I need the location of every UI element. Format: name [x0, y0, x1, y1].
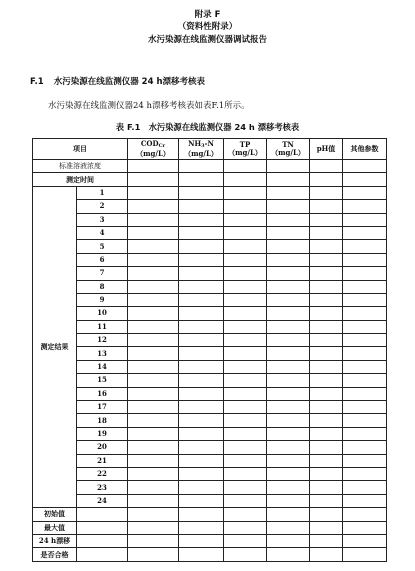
- table-caption: 表 F.1 水污染源在线监测仪器 24 h 漂移考核表: [115, 122, 300, 132]
- hour-row: [33, 267, 387, 280]
- data-cell: [179, 521, 224, 534]
- hour-number: 10: [77, 307, 128, 320]
- data-cell: [310, 253, 343, 266]
- data-cell: [224, 494, 267, 507]
- data-cell: [310, 186, 343, 199]
- hour-row: [33, 334, 387, 347]
- data-cell: [343, 307, 387, 320]
- data-cell: [267, 213, 310, 226]
- std-conc-label: 标准溶液浓度: [33, 160, 128, 173]
- data-cell: [179, 427, 224, 440]
- data-cell: [128, 267, 179, 280]
- std-conc-row: [33, 160, 387, 173]
- data-cell: [310, 160, 343, 173]
- data-cell: [179, 200, 224, 213]
- data-cell: [224, 521, 267, 534]
- hour-number: 18: [77, 414, 128, 427]
- data-cell: [224, 160, 267, 173]
- hour-row: [33, 454, 387, 467]
- data-cell: [343, 494, 387, 507]
- header-tp: [224, 139, 267, 160]
- header-nh3n-suffix: -N: [204, 139, 214, 148]
- data-cell: [128, 521, 179, 534]
- data-cell: [179, 414, 224, 427]
- data-cell: [224, 427, 267, 440]
- data-cell: [224, 387, 267, 400]
- data-cell: [224, 334, 267, 347]
- data-cell: [343, 186, 387, 199]
- data-cell: [267, 454, 310, 467]
- data-cell: [224, 454, 267, 467]
- data-cell: [128, 481, 179, 494]
- data-cell: [343, 548, 387, 561]
- data-cell: [310, 467, 343, 480]
- header-cod-unit: （mg/L）: [136, 149, 170, 158]
- data-cell: [224, 508, 267, 521]
- data-cell: [310, 494, 343, 507]
- result-label: 测定结果: [33, 186, 77, 507]
- header-item: 项目: [33, 139, 128, 160]
- data-cell: [267, 360, 310, 373]
- test-time-label: 测定时间: [33, 173, 128, 186]
- data-cell: [343, 360, 387, 373]
- data-cell: [179, 240, 224, 253]
- header-nh3n-sub: 3: [201, 143, 205, 149]
- data-cell: [128, 213, 179, 226]
- data-cell: [128, 534, 179, 547]
- data-cell: [343, 387, 387, 400]
- data-cell: [310, 200, 343, 213]
- data-cell: [128, 173, 179, 186]
- data-cell: [179, 494, 224, 507]
- data-cell: [310, 240, 343, 253]
- hour-row: [33, 360, 387, 373]
- drift-label: 24 h漂移: [33, 534, 77, 547]
- hour-row: [33, 240, 387, 253]
- data-cell: [310, 293, 343, 306]
- data-cell: [179, 347, 224, 360]
- hour-number: 7: [77, 267, 128, 280]
- data-cell: [343, 213, 387, 226]
- data-cell: [179, 267, 224, 280]
- hour-number: 9: [77, 293, 128, 306]
- data-cell: [128, 414, 179, 427]
- data-cell: [310, 427, 343, 440]
- data-cell: [343, 200, 387, 213]
- data-cell: [224, 280, 267, 293]
- data-cell: [224, 293, 267, 306]
- data-cell: [343, 521, 387, 534]
- hour-number: 11: [77, 320, 128, 333]
- test-time-row: [33, 173, 387, 186]
- max-label: 最大值: [33, 521, 77, 534]
- data-cell: [310, 173, 343, 186]
- appendix-label: 附录 F: [194, 10, 221, 20]
- hour-number: 1: [77, 186, 128, 199]
- data-cell: [343, 267, 387, 280]
- data-cell: [77, 534, 128, 547]
- data-cell: [267, 508, 310, 521]
- data-cell: [77, 548, 128, 561]
- data-cell: [224, 347, 267, 360]
- data-cell: [310, 213, 343, 226]
- data-cell: [267, 534, 310, 547]
- data-cell: [267, 267, 310, 280]
- data-cell: [310, 441, 343, 454]
- data-cell: [128, 374, 179, 387]
- data-cell: [343, 280, 387, 293]
- hour-row: [33, 213, 387, 226]
- hour-row: [33, 293, 387, 306]
- data-cell: [267, 320, 310, 333]
- data-cell: [343, 347, 387, 360]
- hour-row: [33, 467, 387, 480]
- hour-number: 22: [77, 467, 128, 480]
- hour-number: 17: [77, 401, 128, 414]
- data-cell: [77, 521, 128, 534]
- data-cell: [310, 548, 343, 561]
- data-cell: [128, 226, 179, 239]
- data-cell: [267, 226, 310, 239]
- hour-row: [33, 307, 387, 320]
- data-cell: [267, 494, 310, 507]
- document-title: 水污染源在线监测仪器调试报告: [147, 35, 267, 45]
- data-cell: [179, 160, 224, 173]
- header-other: 其他参数: [343, 139, 387, 160]
- data-cell: [267, 186, 310, 199]
- data-cell: [179, 454, 224, 467]
- data-cell: [128, 548, 179, 561]
- data-cell: [224, 253, 267, 266]
- hour-number: 12: [77, 334, 128, 347]
- data-cell: [343, 320, 387, 333]
- section-number: F.1: [30, 77, 44, 87]
- data-cell: [267, 160, 310, 173]
- header-nh3n-name: NH: [188, 139, 202, 148]
- data-cell: [343, 508, 387, 521]
- header-cod-name: COD: [140, 139, 159, 148]
- data-cell: [343, 173, 387, 186]
- data-cell: [267, 240, 310, 253]
- data-cell: [179, 374, 224, 387]
- data-cell: [310, 347, 343, 360]
- hour-row: [33, 387, 387, 400]
- data-cell: [128, 186, 179, 199]
- data-cell: [310, 534, 343, 547]
- header-nh3n-unit: （mg/L）: [184, 149, 218, 158]
- data-cell: [179, 481, 224, 494]
- data-cell: [267, 374, 310, 387]
- data-cell: [224, 173, 267, 186]
- data-cell: [267, 280, 310, 293]
- hour-row: [33, 427, 387, 440]
- data-cell: [128, 307, 179, 320]
- data-cell: [343, 293, 387, 306]
- hour-number: 24: [77, 494, 128, 507]
- data-cell: [343, 374, 387, 387]
- data-cell: [224, 534, 267, 547]
- hour-number: 2: [77, 200, 128, 213]
- data-cell: [179, 508, 224, 521]
- data-cell: [224, 414, 267, 427]
- data-cell: [179, 253, 224, 266]
- data-cell: [128, 320, 179, 333]
- data-cell: [77, 508, 128, 521]
- data-cell: [343, 427, 387, 440]
- initial-label: 初始值: [33, 508, 77, 521]
- hour-number: 19: [77, 427, 128, 440]
- hour-row: [33, 226, 387, 239]
- data-cell: [310, 481, 343, 494]
- data-cell: [267, 521, 310, 534]
- data-cell: [267, 548, 310, 561]
- header-cod-sub: Cr: [158, 143, 166, 149]
- hour-number: 8: [77, 280, 128, 293]
- data-cell: [343, 401, 387, 414]
- data-cell: [179, 467, 224, 480]
- data-cell: [224, 360, 267, 373]
- data-cell: [179, 320, 224, 333]
- data-cell: [267, 200, 310, 213]
- initial-row: [33, 508, 387, 521]
- data-cell: [343, 467, 387, 480]
- data-cell: [310, 320, 343, 333]
- section-heading: [30, 75, 205, 87]
- data-cell: [128, 160, 179, 173]
- data-cell: [179, 186, 224, 199]
- data-cell: [267, 441, 310, 454]
- data-cell: [224, 240, 267, 253]
- data-cell: [310, 454, 343, 467]
- data-cell: [224, 213, 267, 226]
- data-cell: [179, 334, 224, 347]
- hour-row: [33, 280, 387, 293]
- header-ph: pH值: [310, 139, 343, 160]
- data-cell: [343, 226, 387, 239]
- data-cell: [179, 307, 224, 320]
- data-cell: [128, 280, 179, 293]
- data-cell: [128, 401, 179, 414]
- hour-number: 15: [77, 374, 128, 387]
- data-cell: [179, 173, 224, 186]
- hour-number: 5: [77, 240, 128, 253]
- data-cell: [267, 253, 310, 266]
- hour-number: 16: [77, 387, 128, 400]
- data-cell: [310, 521, 343, 534]
- data-cell: [224, 226, 267, 239]
- data-cell: [179, 280, 224, 293]
- data-cell: [267, 414, 310, 427]
- data-cell: [128, 200, 179, 213]
- data-cell: [179, 548, 224, 561]
- data-cell: [224, 481, 267, 494]
- hour-number: 4: [77, 226, 128, 239]
- data-cell: [224, 200, 267, 213]
- data-cell: [267, 401, 310, 414]
- data-cell: [310, 374, 343, 387]
- hour-number: 23: [77, 481, 128, 494]
- data-cell: [224, 441, 267, 454]
- data-cell: [128, 427, 179, 440]
- data-cell: [128, 240, 179, 253]
- header-tn-unit: （mg/L）: [271, 148, 305, 157]
- header-tp-name: TP: [239, 140, 251, 149]
- hour-row: [33, 347, 387, 360]
- header-tp-unit: （mg/L）: [228, 148, 262, 157]
- header-cod: [128, 139, 179, 160]
- data-cell: [179, 360, 224, 373]
- data-cell: [224, 401, 267, 414]
- intro-paragraph: 水污染源在线监测仪器24 h漂移考核表如表F.1所示。: [48, 101, 250, 111]
- data-cell: [224, 307, 267, 320]
- hour-row: [33, 401, 387, 414]
- data-cell: [343, 160, 387, 173]
- hour-number: 3: [77, 213, 128, 226]
- data-cell: [343, 441, 387, 454]
- data-cell: [310, 360, 343, 373]
- data-cell: [224, 374, 267, 387]
- hour-row: [33, 320, 387, 333]
- data-cell: [267, 173, 310, 186]
- header-tn: [267, 139, 310, 160]
- data-cell: [343, 481, 387, 494]
- data-cell: [310, 280, 343, 293]
- hour-row: [33, 494, 387, 507]
- data-cell: [310, 387, 343, 400]
- data-cell: [179, 441, 224, 454]
- data-cell: [128, 347, 179, 360]
- data-cell: [267, 293, 310, 306]
- hour-row: [33, 253, 387, 266]
- data-cell: [343, 253, 387, 266]
- data-cell: [128, 494, 179, 507]
- data-cell: [128, 387, 179, 400]
- data-cell: [128, 293, 179, 306]
- drift-table: [32, 138, 387, 562]
- hour-row: [33, 414, 387, 427]
- data-cell: [224, 467, 267, 480]
- appendix-nature: （资料性附录）: [177, 22, 238, 32]
- data-cell: [128, 360, 179, 373]
- pass-label: 是否合格: [33, 548, 77, 561]
- data-cell: [267, 467, 310, 480]
- data-cell: [224, 548, 267, 561]
- data-cell: [128, 508, 179, 521]
- hour-row: [33, 186, 387, 199]
- hour-number: 13: [77, 347, 128, 360]
- data-cell: [310, 267, 343, 280]
- data-cell: [179, 534, 224, 547]
- hour-number: 14: [77, 360, 128, 373]
- data-cell: [310, 508, 343, 521]
- data-cell: [310, 414, 343, 427]
- hour-row: [33, 200, 387, 213]
- header-tn-name: TN: [282, 140, 294, 149]
- data-cell: [343, 240, 387, 253]
- data-cell: [267, 427, 310, 440]
- data-cell: [310, 401, 343, 414]
- hour-number: 6: [77, 253, 128, 266]
- data-cell: [179, 401, 224, 414]
- hour-number: 20: [77, 441, 128, 454]
- hour-number: 21: [77, 454, 128, 467]
- data-cell: [267, 387, 310, 400]
- hour-row: [33, 374, 387, 387]
- data-cell: [179, 293, 224, 306]
- data-cell: [267, 334, 310, 347]
- data-cell: [267, 347, 310, 360]
- data-cell: [128, 441, 179, 454]
- data-cell: [128, 467, 179, 480]
- data-cell: [179, 226, 224, 239]
- data-cell: [224, 267, 267, 280]
- hour-row: [33, 481, 387, 494]
- data-cell: [179, 387, 224, 400]
- data-cell: [267, 307, 310, 320]
- data-cell: [128, 334, 179, 347]
- data-cell: [267, 481, 310, 494]
- data-cell: [343, 414, 387, 427]
- data-cell: [128, 454, 179, 467]
- hour-row: [33, 441, 387, 454]
- data-cell: [310, 334, 343, 347]
- data-cell: [179, 213, 224, 226]
- data-cell: [128, 253, 179, 266]
- pass-row: [33, 548, 387, 561]
- header-nh3n: [179, 139, 224, 160]
- data-cell: [224, 320, 267, 333]
- data-cell: [343, 454, 387, 467]
- data-cell: [343, 534, 387, 547]
- data-cell: [310, 307, 343, 320]
- section-title: 水污染源在线监测仪器 24 h漂移考核表: [53, 77, 206, 87]
- drift-row: [33, 534, 387, 547]
- data-cell: [310, 226, 343, 239]
- data-cell: [343, 334, 387, 347]
- data-cell: [224, 186, 267, 199]
- max-row: [33, 521, 387, 534]
- table-header-row: [33, 139, 387, 160]
